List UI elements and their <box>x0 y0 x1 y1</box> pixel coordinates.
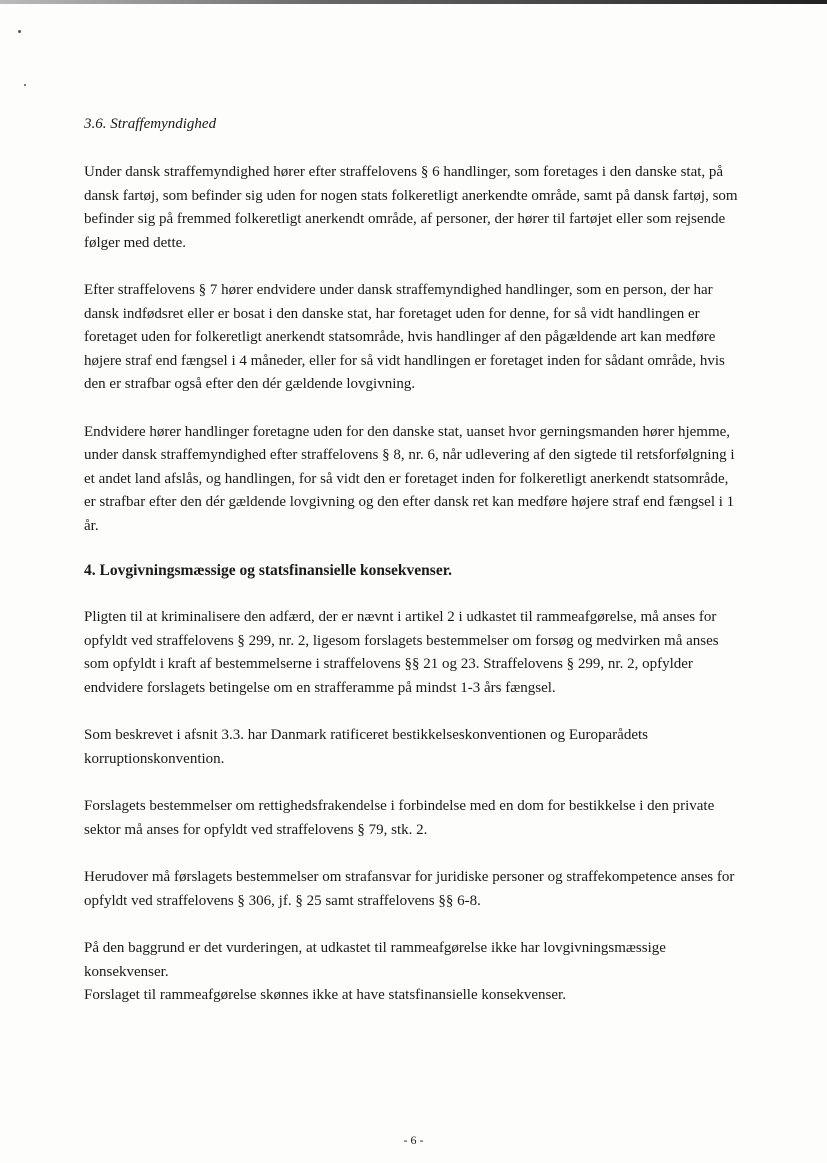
paragraph: Forslagets bestemmelser om rettighedsfrakendelse i forbindelse med en dom for bestikkelse i den private sektor må anses for opfyldt ved straffelovens § 79, stk. 2. <box>84 798 715 838</box>
paragraph: Endvidere hører handlinger foretagne uden for den danske stat, uanset hvor gerningsmanden hører hjemme, under dansk straffemyndighed efter straffelovens § 8, nr. 6, når udlevering af den sigtede til retsforfølgning i et andet land afslås, og handlingen, for så vidt den er foretaget inden for folkeretligt anerkendt statsområde, er strafbar efter den dér gældende lovgivning og den efter dansk ret kan medføre højere straf end fængsel i 1 år. <box>84 423 735 534</box>
paragraph: Herudover må førslagets bestemmelser om strafansvar for juridiske personer og straffekompetence anses for opfyldt ved straffelovens § 306, jf. § 25 samt straffelovens §§ 6-8. <box>84 869 735 909</box>
scan-speck <box>24 84 26 86</box>
document-page <box>84 116 740 1032</box>
paragraph: På den baggrund er det vurderingen, at udkastet til rammeafgørelse ikke har lovgivningsmæssige konsekvenser. <box>84 940 666 980</box>
paragraph: Som beskrevet i afsnit 3.3. har Danmark ratificeret bestikkelseskonventionen og Europarådets korruptionskonvention. <box>84 727 648 767</box>
scan-speck <box>18 30 21 33</box>
paragraph: Pligten til at kriminalisere den adfærd, der er nævnt i artikel 2 i udkastet til rammeafgørelse, må anses for opfyldt ved straffelovens § 299, nr. 2, ligesom forslagets bestemmelser om forsøg og medvirken må anses som opfyldt i kraft af bestemmelserne i straffelovens §§ 21 og 23. Straffelovens § 299, nr. 2, opfylder endvidere forslagets betingelse om en strafferamme på mindst 1-3 års fængsel. <box>84 609 719 696</box>
paragraph: Efter straffelovens § 7 hører endvidere under dansk straffemyndighed handlinger, som en person, der har dansk indfødsret eller er bosat i den danske stat, har foretaget uden for denne, for så vidt handlingen er foretaget uden for folkeretligt anerkendt statsområde, hvis handlinger af den pågældende art kan medføre højere straf end fængsel i 4 måneder, eller for så vidt handlingen er foretaget inden for sådant område, hvis den er strafbar også efter den dér gældende lovgivning. <box>84 282 725 392</box>
section-title: 3.6. Straffemyndighed <box>84 116 217 132</box>
scan-top-edge <box>0 0 827 4</box>
paragraph: Forslaget til rammeafgørelse skønnes ikke at have statsfinansielle konsekvenser. <box>84 987 566 1003</box>
paragraph: Under dansk straffemyndighed hører efter straffelovens § 6 handlinger, som foretages i den danske stat, på dansk fartøj, som befinder sig uden for nogen stats folkeretligt anerkendte område, samt på dansk fartøj, som befinder sig på fremmed folkeretligt anerkendt område, af personer, der hører til fartøjet eller som rejsende følger med dette. <box>84 164 738 251</box>
page-number: - 6 - <box>403 1133 424 1147</box>
section-heading: 4. Lovgivningsmæssige og statsfinansielle konsekvenser. <box>84 562 453 579</box>
